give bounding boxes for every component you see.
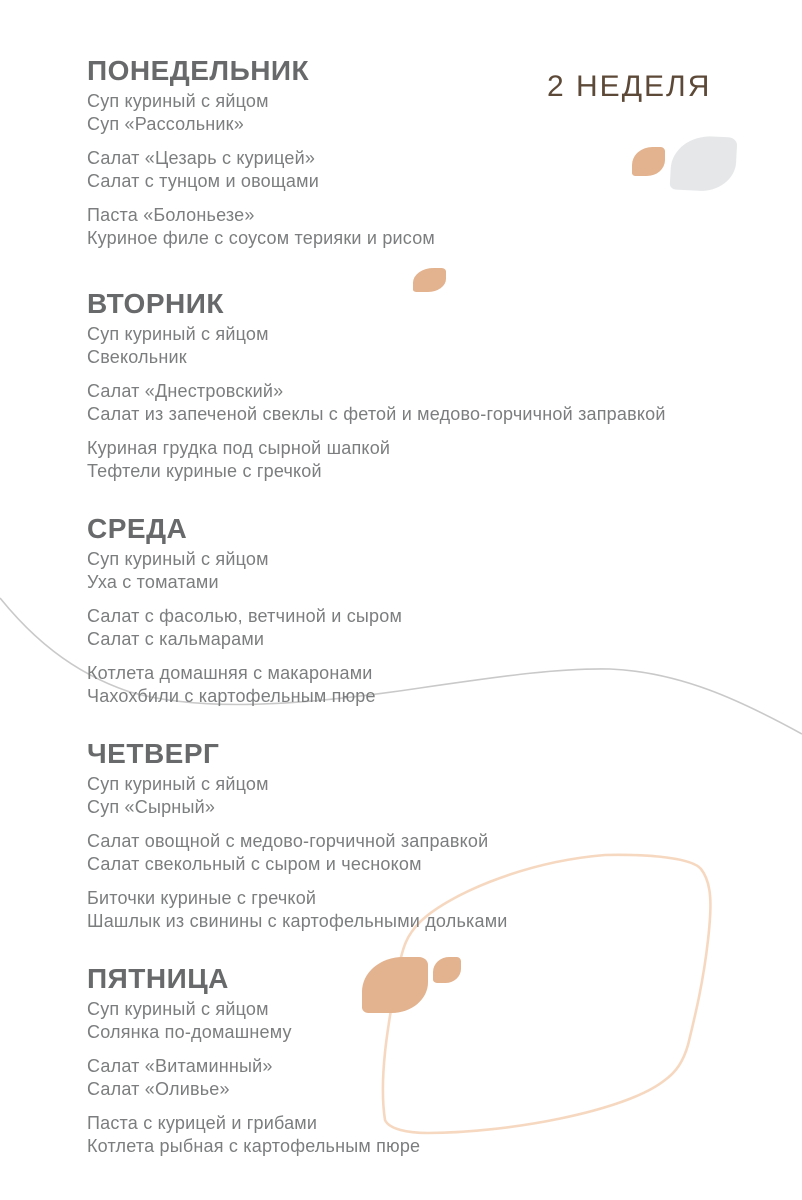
dish-item: Салат из запеченой свеклы с фетой и медово-горчичной заправкой [87, 404, 666, 424]
dish-item: Суп куриный с яйцом [87, 774, 269, 794]
day-heading: ЧЕТВЕРГ [87, 738, 220, 769]
dish-item: Суп куриный с яйцом [87, 549, 269, 569]
dish-item: Солянка по-домашнему [87, 1022, 292, 1042]
dish-item: Салат овощной с медово-горчичной заправкой [87, 831, 489, 851]
week-label: 2 НЕДЕЛЯ [547, 70, 712, 103]
dish-item: Котлета домашняя с макаронами [87, 663, 373, 683]
dish-group-salads [87, 147, 767, 193]
dish-item: Паста с курицей и грибами [87, 1113, 318, 1133]
dish-item: Салат «Оливье» [87, 1079, 230, 1099]
dish-item: Куриная грудка под сырной шапкой [87, 438, 391, 458]
day-heading: СРЕДА [87, 513, 188, 544]
dish-item: Чахохбили с картофельным пюре [87, 686, 376, 706]
day-heading: ПОНЕДЕЛЬНИК [87, 55, 310, 86]
dish-item: Суп куриный с яйцом [87, 324, 269, 344]
day-section-friday [87, 963, 767, 1169]
day-section-wednesday [87, 513, 767, 719]
dish-item: Шашлык из свинины с картофельными дольками [87, 911, 508, 931]
dish-group-mains [87, 204, 767, 250]
dish-group-salads [87, 1055, 767, 1101]
dish-group-soups [87, 773, 767, 819]
dish-item: Салат с кальмарами [87, 629, 265, 649]
dish-group-mains [87, 662, 767, 708]
day-section-monday [87, 55, 767, 261]
dish-item: Салат «Цезарь с курицей» [87, 148, 316, 168]
dish-group-soups [87, 323, 767, 369]
dish-item: Салат с фасолью, ветчиной и сыром [87, 606, 403, 626]
dish-item: Салат «Витаминный» [87, 1056, 273, 1076]
dish-group-mains [87, 437, 767, 483]
dish-item: Котлета рыбная с картофельным пюре [87, 1136, 421, 1156]
dish-item: Салат с тунцом и овощами [87, 171, 319, 191]
dish-item: Суп «Рассольник» [87, 114, 244, 134]
dish-item: Салат свекольный с сыром и чесноком [87, 854, 422, 874]
dish-item: Куриное филе с соусом терияки и рисом [87, 228, 435, 248]
dish-item: Уха с томатами [87, 572, 219, 592]
dish-item: Суп «Сырный» [87, 797, 216, 817]
dish-item: Тефтели куриные с гречкой [87, 461, 322, 481]
dish-group-soups [87, 90, 767, 136]
dish-item: Биточки куриные с гречкой [87, 888, 317, 908]
dish-group-salads [87, 380, 767, 426]
dish-item: Суп куриный с яйцом [87, 999, 269, 1019]
day-section-thursday [87, 738, 767, 944]
dish-group-soups [87, 548, 767, 594]
dish-item: Свекольник [87, 347, 187, 367]
day-heading: ВТОРНИК [87, 288, 224, 319]
dish-item: Паста «Болоньезе» [87, 205, 255, 225]
dish-item: Суп куриный с яйцом [87, 91, 269, 111]
dish-group-mains [87, 887, 767, 933]
dish-group-soups [87, 998, 767, 1044]
dish-group-salads [87, 605, 767, 651]
dish-group-mains [87, 1112, 767, 1158]
dish-group-salads [87, 830, 767, 876]
dish-item: Салат «Днестровский» [87, 381, 284, 401]
day-heading: ПЯТНИЦА [87, 963, 229, 994]
day-section-tuesday [87, 288, 767, 494]
